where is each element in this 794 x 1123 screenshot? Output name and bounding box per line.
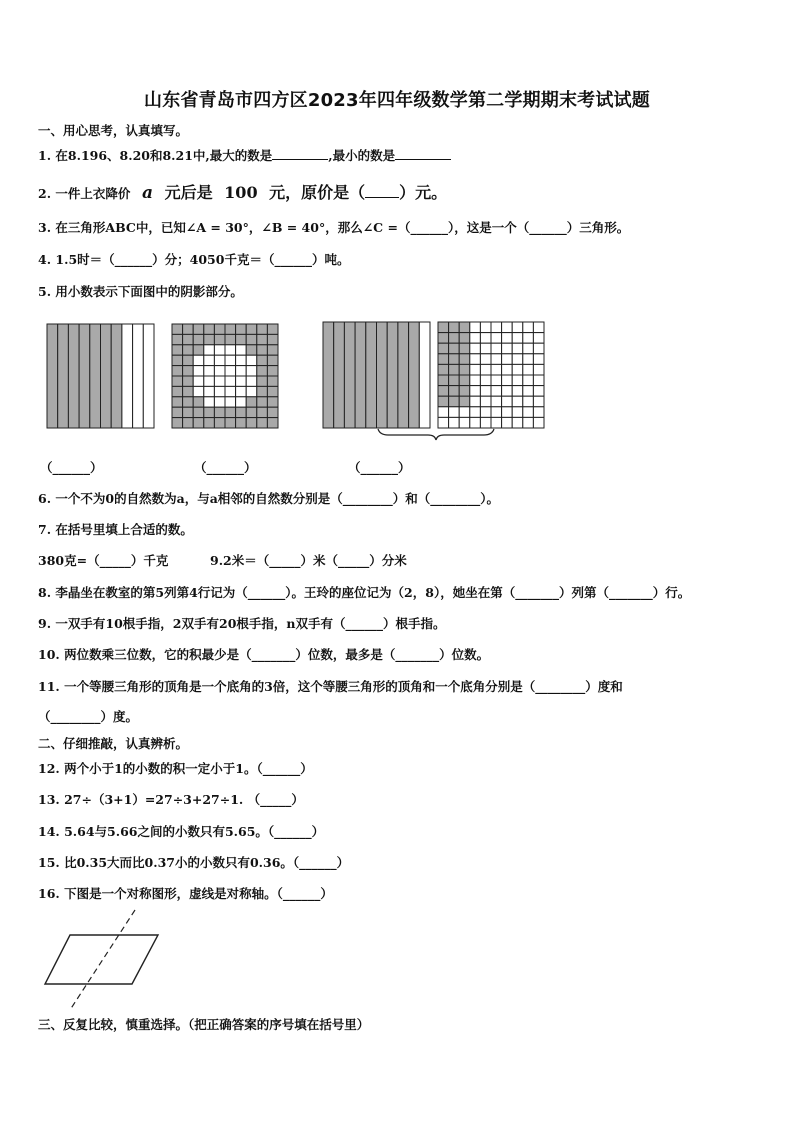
grid-cell: [257, 407, 268, 417]
grid-cell: [172, 407, 183, 417]
grid-cell: [183, 386, 194, 396]
grid-cell: [193, 397, 204, 407]
grid-cell: [438, 354, 449, 365]
grid-cell: [470, 322, 481, 333]
grid-cell: [491, 322, 502, 333]
grid-cell: [533, 386, 544, 397]
grid-cell: [193, 345, 204, 355]
grid-cell: [502, 375, 513, 386]
grid-cell: [225, 345, 236, 355]
grid-cell: [183, 366, 194, 376]
grid-cell: [533, 364, 544, 375]
grid-cell: [502, 343, 513, 354]
question-6: 6. 一个不为0的自然数为a，与a相邻的自然数分别是（________）和（________）。: [38, 491, 500, 506]
grid-cell: [214, 407, 225, 417]
question-12: 12. 两个小于1的小数的积一定小于1。（______）: [38, 761, 313, 776]
grid-cell: [225, 386, 236, 396]
grid-cell: [459, 322, 470, 333]
grid-cell: [183, 376, 194, 386]
grid-cell: [438, 396, 449, 407]
question-2-text-2: 元后是: [164, 183, 213, 202]
grid-cell: [459, 396, 470, 407]
question-10: 10. 两位数乘三位数，它的积最少是（_______）位数，最多是（_______）位数。: [38, 647, 490, 662]
grid-cell: [533, 343, 544, 354]
brace-mark: [378, 429, 494, 440]
strip-cell: [398, 322, 409, 428]
grid-cell: [449, 396, 460, 407]
grid-cell: [246, 386, 257, 396]
grid-cell: [502, 354, 513, 365]
grid-cell: [438, 343, 449, 354]
strip-cell: [90, 324, 101, 428]
grid-cell: [236, 334, 247, 344]
grid-cell: [533, 322, 544, 333]
answer-blank[interactable]: [365, 197, 399, 198]
question-2-text-4: ）元。: [399, 183, 448, 202]
grid-cell: [470, 386, 481, 397]
grid-cell: [225, 376, 236, 386]
grid-cell: [523, 375, 534, 386]
grid-cell: [214, 418, 225, 428]
grid-cell: [172, 324, 183, 334]
strip-cell: [143, 324, 154, 428]
grid-cell: [480, 343, 491, 354]
grid-cell: [470, 375, 481, 386]
strip-cell: [355, 322, 366, 428]
grid-cell: [523, 396, 534, 407]
grid-cell: [236, 386, 247, 396]
grid-cell: [449, 407, 460, 418]
grid-cell: [225, 397, 236, 407]
strip-cell: [419, 322, 430, 428]
grid-cell: [257, 397, 268, 407]
page-title: 山东省青岛市四方区2023年四年级数学第二学期期末考试试题: [144, 90, 650, 111]
grid-cell: [257, 345, 268, 355]
grid-cell: [533, 396, 544, 407]
grid-cell: [449, 343, 460, 354]
question-2-number: 100: [224, 183, 258, 202]
grid-cell: [257, 324, 268, 334]
grid-cell: [193, 386, 204, 396]
grid-cell: [438, 333, 449, 344]
symmetry-axis-dashed-line: [70, 910, 135, 1010]
grid-cell: [459, 364, 470, 375]
grid-cell: [449, 364, 460, 375]
grid-cell: [172, 418, 183, 428]
grid-cell: [491, 333, 502, 344]
grid-cell: [204, 334, 215, 344]
grid-cell: [246, 397, 257, 407]
grid-cell: [523, 354, 534, 365]
grid-cell: [470, 354, 481, 365]
grid-cell: [449, 354, 460, 365]
grid-cell: [459, 417, 470, 428]
grid-cell: [502, 333, 513, 344]
section-1-heading: 一、用心思考，认真填写。: [38, 123, 189, 138]
grid-cell: [183, 345, 194, 355]
grid-cell: [533, 417, 544, 428]
grid-cell: [533, 333, 544, 344]
grid-cell: [214, 376, 225, 386]
grid-cell: [491, 396, 502, 407]
grid-cell: [267, 345, 278, 355]
strip-cell: [409, 322, 420, 428]
question-7-part-2: 9.2米＝（_____）米（_____）分米: [210, 553, 407, 568]
grid-cell: [438, 322, 449, 333]
grid-cell: [246, 418, 257, 428]
grid-cell: [257, 386, 268, 396]
strip-cell: [334, 322, 345, 428]
question-15: 15. 比0.35大而比0.37小的小数只有0.36。（______）: [38, 855, 350, 870]
question-1-text-2: ,最小的数是: [328, 148, 396, 163]
grid-cell: [267, 355, 278, 365]
grid-cell: [246, 355, 257, 365]
grid-cell: [225, 407, 236, 417]
grid-cell: [267, 376, 278, 386]
question-7-part-1: 380克=（_____）千克: [38, 553, 169, 568]
question-4: 4. 1.5时＝（______）分；4050千克＝（______）吨。: [38, 252, 350, 267]
section-2-heading: 二、仔细推敲，认真辨析。: [38, 736, 189, 751]
grid-cell: [502, 407, 513, 418]
grid-cell: [480, 354, 491, 365]
grid-cell: [236, 345, 247, 355]
grid-cell: [257, 376, 268, 386]
grid-cell: [480, 364, 491, 375]
grid-cell: [183, 334, 194, 344]
grid-cell: [523, 333, 534, 344]
grid-cell: [214, 324, 225, 334]
grid-cell: [257, 334, 268, 344]
grid-cell: [214, 334, 225, 344]
grid-cell: [267, 334, 278, 344]
grid-cell: [267, 324, 278, 334]
grid-cell: [204, 397, 215, 407]
grid-cell: [225, 355, 236, 365]
grid-cell: [225, 334, 236, 344]
grid-cell: [183, 407, 194, 417]
grid-cell: [449, 417, 460, 428]
grid-cell: [449, 322, 460, 333]
grid-cell: [470, 343, 481, 354]
grid-cell: [172, 376, 183, 386]
grid-cell: [470, 396, 481, 407]
question-13: 13. 27÷（3+1）=27÷3+27÷1. （_____）: [38, 792, 304, 807]
question-5: 5. 用小数表示下面图中的阴影部分。: [38, 284, 243, 299]
grid-cell: [236, 355, 247, 365]
grid-cell: [183, 397, 194, 407]
grid-cell: [480, 333, 491, 344]
section-3-heading: 三、反复比较，慎重选择。（把正确答案的序号填在括号里）: [38, 1017, 370, 1032]
grid-cell: [459, 386, 470, 397]
grid-cell: [183, 324, 194, 334]
grid-cell: [480, 407, 491, 418]
grid-cell: [480, 417, 491, 428]
grid-cell: [512, 407, 523, 418]
grid-cell: [491, 407, 502, 418]
grid-cell: [512, 333, 523, 344]
grid-cell: [172, 345, 183, 355]
question-16: 16. 下图是一个对称图形，虚线是对称轴。（______）: [38, 886, 333, 901]
strip-cell: [101, 324, 112, 428]
grid-cell: [204, 324, 215, 334]
grid-cell: [491, 386, 502, 397]
strip-cell: [387, 322, 398, 428]
question-2-text: 2. 一件上衣降价: [38, 186, 131, 201]
grid-cell: [236, 366, 247, 376]
grid-cell: [533, 407, 544, 418]
grid-cell: [459, 375, 470, 386]
grid-cell: [459, 333, 470, 344]
grid-cell: [459, 407, 470, 418]
grid-cell: [512, 322, 523, 333]
grid-cell: [480, 375, 491, 386]
question-14: 14. 5.64与5.66之间的小数只有5.65。（______）: [38, 824, 325, 839]
grid-cell: [204, 386, 215, 396]
grid-cell: [204, 376, 215, 386]
grid-cell: [502, 417, 513, 428]
grid-cell: [502, 386, 513, 397]
grid-cell: [512, 417, 523, 428]
grid-cell: [183, 418, 194, 428]
grid-cell: [267, 407, 278, 417]
strip-cell: [366, 322, 377, 428]
question-1-text: 1. 在8.196、8.20和8.21中,最大的数是: [38, 148, 273, 163]
grid-cell: [438, 417, 449, 428]
grid-cell: [267, 366, 278, 376]
strip-cell: [344, 322, 355, 428]
grid-cell: [246, 345, 257, 355]
grid-cell: [172, 386, 183, 396]
strip-cell: [58, 324, 69, 428]
question-2: [38, 180, 447, 203]
grid-cell: [470, 407, 481, 418]
grid-cell: [523, 407, 534, 418]
grid-cell: [480, 322, 491, 333]
grid-cell: [512, 354, 523, 365]
grid-cell: [491, 354, 502, 365]
grid-cell: [267, 386, 278, 396]
grid-cell: [438, 407, 449, 418]
grid-cell: [523, 386, 534, 397]
question-7: 7. 在括号里填上合适的数。: [38, 522, 193, 537]
grid-cell: [267, 418, 278, 428]
grid-cell: [193, 366, 204, 376]
grid-cell: [214, 386, 225, 396]
grid-cell: [193, 334, 204, 344]
grid-cell: [459, 354, 470, 365]
grid-cell: [533, 375, 544, 386]
ten-strips-figure: [46, 323, 156, 429]
strip-cell: [47, 324, 58, 428]
grid-cell: [236, 397, 247, 407]
grid-cell: [502, 396, 513, 407]
grid-cell: [246, 407, 257, 417]
parallelogram-figure: [40, 908, 164, 1012]
grid-cell: [183, 355, 194, 365]
question-8: 8. 李晶坐在教室的第5列第4行记为（______）。王玲的座位记为（2，8），她坐在第（_______）列第（_______）行。: [38, 585, 691, 600]
strips-and-grid-figure: [322, 321, 546, 443]
question-1: [38, 146, 451, 164]
grid-cell: [512, 375, 523, 386]
grid-cell: [246, 324, 257, 334]
grid-cell: [491, 417, 502, 428]
strip-cell: [79, 324, 90, 428]
grid-cell: [523, 322, 534, 333]
grid-cell: [193, 407, 204, 417]
grid-cell: [480, 386, 491, 397]
grid-cell: [449, 333, 460, 344]
grid-cell: [236, 376, 247, 386]
grid-cell: [512, 343, 523, 354]
strip-cell: [133, 324, 144, 428]
grid-cell: [172, 334, 183, 344]
grid-cell: [204, 355, 215, 365]
grid-cell: [214, 366, 225, 376]
strip-cell: [323, 322, 334, 428]
grid-cell: [480, 396, 491, 407]
grid-cell: [523, 417, 534, 428]
parallelogram-shape: [45, 935, 158, 984]
grid-cell: [204, 366, 215, 376]
grid-cell: [491, 375, 502, 386]
strip-cell: [68, 324, 79, 428]
grid-cell: [512, 386, 523, 397]
grid-cell: [502, 364, 513, 375]
grid-cell: [172, 355, 183, 365]
grid-cell: [470, 333, 481, 344]
grid-cell: [491, 364, 502, 375]
strip-cell: [122, 324, 133, 428]
grid-cell: [257, 355, 268, 365]
grid-cell: [172, 366, 183, 376]
grid-cell: [470, 364, 481, 375]
grid-cell: [257, 418, 268, 428]
hundred-grid-figure: [171, 323, 279, 429]
grid-cell: [172, 397, 183, 407]
grid-cell: [193, 355, 204, 365]
grid-cell: [193, 324, 204, 334]
grid-cell: [523, 364, 534, 375]
grid-cell: [523, 343, 534, 354]
grid-cell: [438, 386, 449, 397]
grid-cell: [225, 366, 236, 376]
grid-cell: [491, 343, 502, 354]
grid-cell: [438, 375, 449, 386]
question-9: 9. 一双手有10根手指，2双手有20根手指，n双手有（______）根手指。: [38, 616, 446, 631]
grid-cell: [438, 364, 449, 375]
grid-cell: [246, 376, 257, 386]
grid-cell: [502, 322, 513, 333]
grid-cell: [225, 418, 236, 428]
grid-cell: [193, 376, 204, 386]
grid-cell: [512, 396, 523, 407]
grid-cell: [246, 366, 257, 376]
grid-cell: [512, 364, 523, 375]
grid-cell: [204, 407, 215, 417]
answer-blank[interactable]: [395, 159, 451, 160]
grid-cell: [214, 397, 225, 407]
grid-cell: [459, 343, 470, 354]
question-11: 11. 一个等腰三角形的顶角是一个底角的3倍，这个等腰三角形的顶角和一个底角分别是（________）度和: [38, 679, 623, 694]
grid-cell: [204, 345, 215, 355]
grid-cell: [246, 334, 257, 344]
strip-cell: [377, 322, 388, 428]
grid-cell: [236, 418, 247, 428]
grid-cell: [267, 397, 278, 407]
grid-cell: [193, 418, 204, 428]
question-11-continued: （________）度。: [38, 709, 139, 724]
strip-cell: [111, 324, 122, 428]
grid-cell: [225, 324, 236, 334]
grid-cell: [236, 407, 247, 417]
grid-cell: [470, 417, 481, 428]
grid-cell: [449, 386, 460, 397]
question-3: 3. 在三角形ABC中，已知∠A = 30°，∠B = 40°，那么∠C =（______），这是一个（______）三角形。: [38, 220, 630, 235]
grid-cell: [236, 324, 247, 334]
question-5-answer-3[interactable]: （______）: [348, 460, 411, 475]
question-5-answer-1[interactable]: （______）: [40, 460, 103, 475]
grid-cell: [214, 355, 225, 365]
question-5-answer-2[interactable]: （______）: [194, 460, 257, 475]
grid-cell: [533, 354, 544, 365]
question-2-variable: a: [141, 183, 153, 203]
grid-cell: [449, 375, 460, 386]
grid-cell: [214, 345, 225, 355]
grid-cell: [204, 418, 215, 428]
grid-cell: [257, 366, 268, 376]
question-2-text-3: 元，原价是（: [269, 183, 366, 202]
answer-blank[interactable]: [272, 159, 328, 160]
